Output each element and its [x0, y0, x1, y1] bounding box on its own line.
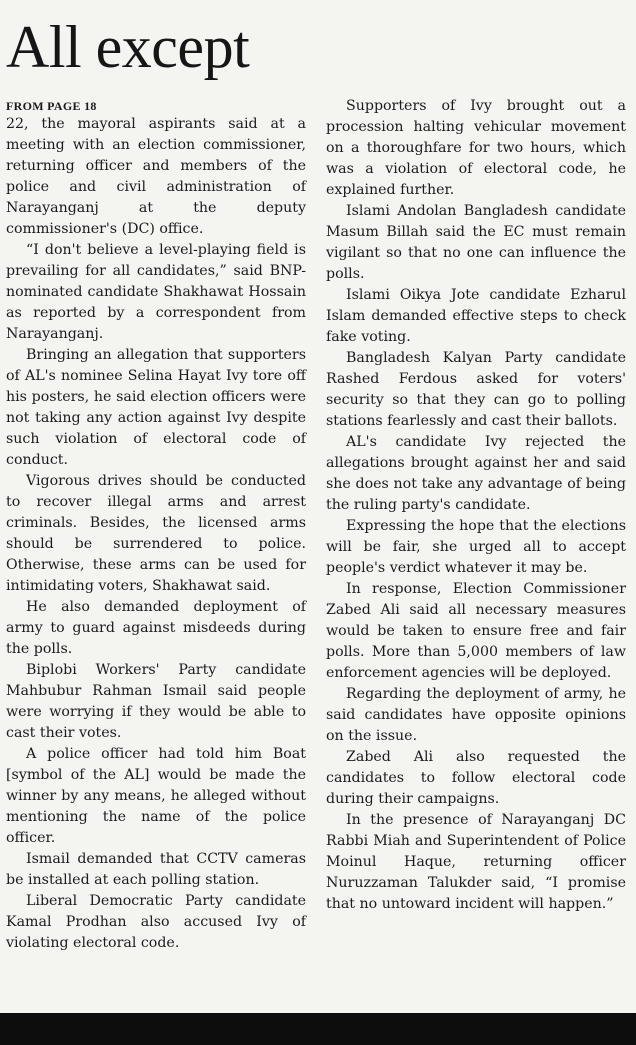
headline: All except — [6, 14, 250, 80]
paragraph: Zabed Ali also requested the candidates to follow electoral code during their campaigns. — [326, 749, 626, 807]
paragraph: “I don't believe a level-playing field is prevailing for all candidates,” said BNP-nominated candidate Shakhawat Hossain as reported by a correspondent from Narayanganj. — [6, 242, 306, 342]
paragraph: Liberal Democratic Party candidate Kamal Prodhan also accused Ivy of violating electoral code. — [6, 893, 306, 951]
paragraph: AL's candidate Ivy rejected the allegations brought against her and said she does not take any advantage of being the ruling party's candidate. — [326, 434, 626, 513]
paragraph: Bangladesh Kalyan Party candidate Rashed Ferdous asked for voters' security so that they can go to polling stations fearlessly and cast their ballots. — [326, 350, 626, 429]
paragraph: Bringing an allegation that supporters of AL's nominee Selina Hayat Ivy tore off his posters, he said election officers were not taking any action against Ivy despite such violation of electoral code of conduct. — [6, 347, 306, 468]
paragraph: 22, the mayoral aspirants said at a meeting with an election commissioner, returning officer and members of the police and civil administration of Narayanganj at the deputy commissioner's (DC) office. — [6, 116, 306, 237]
paragraph: Regarding the deployment of army, he said candidates have opposite opinions on the issue. — [326, 686, 626, 744]
paragraph: Biplobi Workers' Party candidate Mahbubur Rahman Ismail said people were worrying if they would be able to cast their votes. — [6, 662, 306, 741]
paragraph: He also demanded deployment of army to guard against misdeeds during the polls. — [6, 599, 306, 657]
paragraph: Ismail demanded that CCTV cameras be installed at each polling station. — [6, 851, 306, 888]
left-column — [6, 96, 306, 954]
paragraph: In response, Election Commissioner Zabed Ali said all necessary measures would be taken to ensure free and fair polls. More than 5,000 members of law enforcement agencies will be deployed. — [326, 581, 626, 681]
paragraph: Islami Andolan Bangladesh candidate Masum Billah said the EC must remain vigilant so that no one can influence the polls. — [326, 203, 626, 282]
right-column — [326, 96, 626, 915]
paragraph: Islami Oikya Jote candidate Ezharul Islam demanded effective steps to check fake voting. — [326, 287, 626, 345]
paragraph: Supporters of Ivy brought out a procession halting vehicular movement on a thoroughfare for two hours, which was a violation of electoral code, he explained further. — [326, 98, 626, 198]
scan-border — [0, 1013, 636, 1045]
jump-line: FROM PAGE 18 — [6, 99, 97, 113]
paragraph: In the presence of Narayanganj DC Rabbi Miah and Superintendent of Police Moinul Haque, returning officer Nuruzzaman Talukder said, “I promise that no untoward incident will happen.” — [326, 812, 626, 912]
paragraph: A police officer had told him Boat [symbol of the AL] would be made the winner by any means, he alleged without mentioning the name of the police officer. — [6, 746, 306, 846]
paragraph: Expressing the hope that the elections will be fair, she urged all to accept people's verdict whatever it may be. — [326, 518, 626, 576]
paragraph: Vigorous drives should be conducted to recover illegal arms and arrest criminals. Besides, the licensed arms should be surrendered to police. Otherwise, these arms can be used for intimidating voters, Shakhawat said. — [6, 473, 306, 594]
